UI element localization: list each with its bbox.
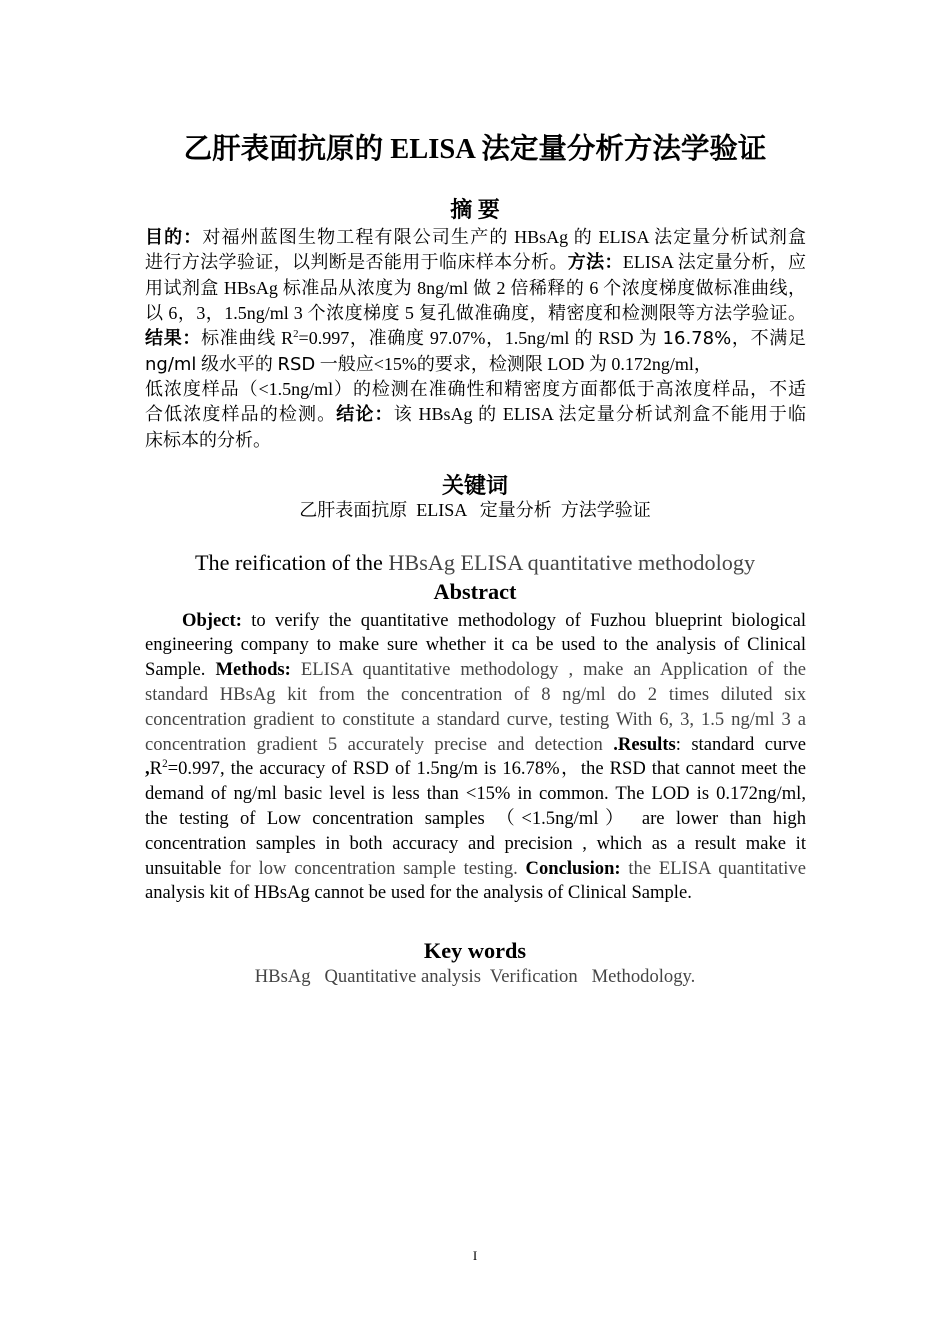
text-run: 级水平的 [196,353,278,374]
abstract-cn-line [145,377,806,402]
abstract-en-line [145,658,806,683]
text-run: 用试剂盒 HBsAg 标准品从浓度为 8ng/ml 做 2 倍稀释的 6 个浓度梯度做标准曲线， [145,278,806,299]
abstract-en-line [145,782,806,807]
text-run: ELISA quantitative methodology , make an Application of the [290,659,806,681]
label-results: 结果： [145,327,202,349]
text-run: unsuitable [145,857,230,879]
text-run: ng/ml [145,353,197,375]
abstract-en-body [145,609,806,907]
abstract-cn-line [145,352,806,378]
text-run: for low concentration sample testing. [229,857,526,879]
text-run: 进行方法学验证，以判断是否能用于临床样本分析。 [145,252,568,273]
label-methods: 方法： [567,252,623,274]
text-run: , [145,758,150,780]
english-title [0,548,950,578]
abstract-en-line [145,683,806,708]
abstract-en-line [145,881,806,906]
text-run: 标准曲线 R [201,327,294,348]
label-conclusion: 结论： [336,404,394,426]
text-run: HBsAg ELISA quantitative methodology [388,550,756,575]
text-run: concentration gradient 5 accurately precise and detection [145,733,614,755]
abstract-en-line [145,807,806,832]
text-run: concentration samples in both accuracy and precision , which as a result make it [145,832,806,854]
text-run: 一般应<15%的要求，检测限 LOD 为 0.172ng/ml， [315,353,712,374]
text-run: : standard curve [675,733,807,755]
label-conclusion-en: Conclusion: [525,857,621,879]
text-run: =0.997, the accuracy of RSD of 1.5ng/m is 16.78%，the RSD that cannot meet the [167,758,806,780]
abstract-cn-line [145,250,806,276]
abstract-cn-line [145,428,806,453]
text-run: R [149,758,163,780]
abstract-en-line [145,633,806,658]
text-run: demand of ng/ml basic level is less than <15% in common. The LOD is 0.172ng/ml, [145,783,806,805]
text-run: the testing of Low concentration samples （<1.5ng/ml） are lower than high [145,807,806,829]
label-methods-en: Methods: [215,659,291,681]
abstract-cn-line [145,301,806,326]
abstract-en-line [145,857,806,882]
keywords-cn-heading: 关键词 [441,473,508,498]
abstract-cn-line [145,276,806,301]
text-run: standard HBsAg kit from the concentration of 8 ng/ml do 2 times diluted six [145,683,806,705]
text-run: 对福州蓝图生物工程有限公司生产的 HBsAg 的 ELISA 法定量分析试剂盒 [202,226,806,247]
text-run: 合低浓度样品的检测。 [145,404,337,425]
text-run: to verify the quantitative methodology of Fuzhou blueprint biological [241,609,806,631]
text-run: 低浓度样品（<1.5ng/ml）的检测在准确性和精密度方面都低于高浓度样品，不适 [145,379,806,400]
text-run: ELISA 法定量分析，应 [622,252,806,273]
document-title: 乙肝表面抗原的 ELISA 法定量分析方法学验证 [183,134,767,165]
abstract-en-line [145,733,806,758]
text-run: the ELISA quantitative [620,857,806,879]
abstract-cn-line [145,326,806,352]
text-run: engineering company to make sure whether it ca be used to the analysis of Clinical [145,634,806,656]
abstract-cn-body [145,225,806,453]
abstract-en-heading: Abstract [433,579,517,604]
text-run: 床标本的分析。 [145,429,271,450]
text-run: 该 HBsAg 的 ELISA 法定量分析试剂盒不能用于临 [393,404,807,425]
text-run: concentration gradient to constitute a standard curve, testing With 6, 3, 1.5 ng/ml 3 a [145,708,806,730]
label-objective: 目的： [145,226,203,248]
abstract-cn-line [145,402,806,428]
abstract-en-line [145,757,806,782]
page-number: I [472,1248,478,1263]
superscript: 2 [162,758,168,771]
superscript: 2 [293,327,299,340]
label-object: Object: [182,609,242,631]
text-run: ，不满足 [731,327,806,348]
abstract-en-line [145,609,806,634]
text-run: analysis kit of HBsAg cannot be used for the analysis of Clinical Sample. [145,882,692,904]
text-run: =0.997，准确度 97.07%，1.5ng/ml 的 RSD 为 [298,327,663,348]
keywords-en-heading: Key words [423,938,527,963]
abstract-en-line [145,832,806,857]
text-run: 以 6，3，1.5ng/ml 3 个浓度梯度 5 复孔做准确度，精密度和检测限等方法学验证。 [145,302,806,323]
abstract-cn-line [145,225,806,251]
abstract-cn-heading: 摘 要 [450,197,500,222]
keywords-en-text: HBsAg Quantitative analysis Verification Methodology. [254,965,696,987]
label-results-en: .Results [613,733,676,755]
text-run: Sample. [145,659,216,681]
keywords-cn-text: 乙肝表面抗原 ELISA 定量分析 方法学验证 [299,499,651,520]
text-run: The reification of the [194,550,389,575]
text-run: 16.78% [662,327,732,349]
abstract-en-line [145,708,806,733]
text-run: RSD [277,353,316,375]
